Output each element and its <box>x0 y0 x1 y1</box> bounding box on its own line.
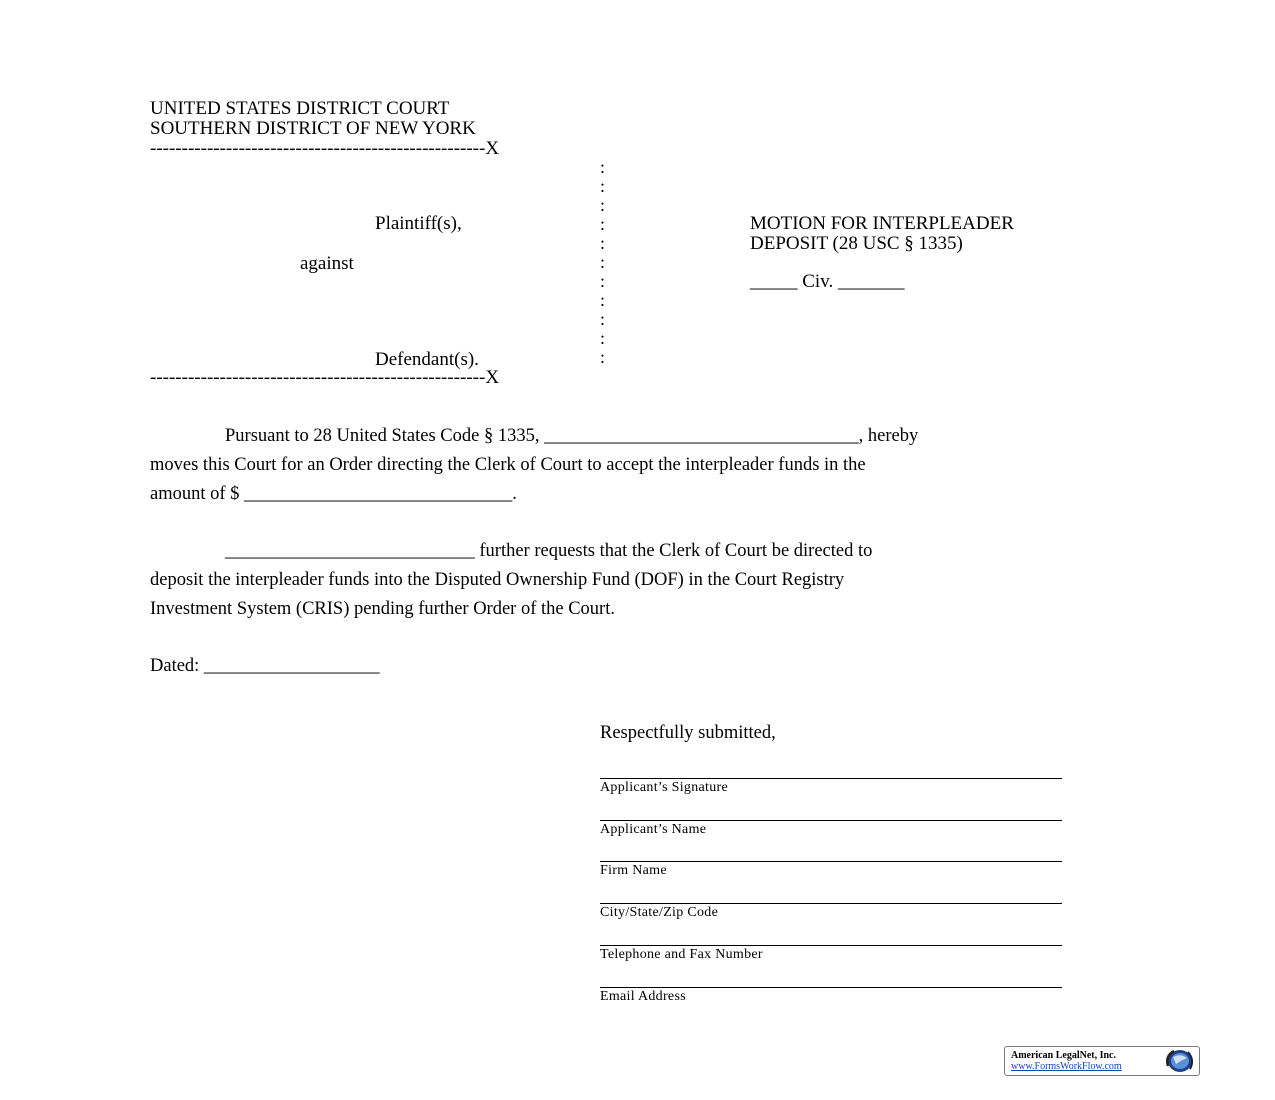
signature-field-label: Applicant’s Signature <box>600 780 728 795</box>
case-number: _____ Civ. _______ <box>750 271 905 292</box>
caption-border-top: -----------------------------------------------------X <box>150 139 500 159</box>
email-field-label: Email Address <box>600 989 686 1004</box>
caption-colon: : <box>600 271 606 291</box>
against-label: against <box>300 253 354 274</box>
caption-colon: : <box>600 347 606 367</box>
badge-url-link[interactable]: www.FormsWorkFlow.com <box>1011 1061 1122 1072</box>
motion-title-line2: DEPOSIT (28 USC § 1335) <box>750 233 963 254</box>
defendant-label: Defendant(s). <box>375 349 479 370</box>
caption-colon: : <box>600 157 606 177</box>
footer-badge[interactable] <box>1004 1046 1200 1076</box>
paragraph-1-line-3: amount of $ _____________________________. <box>150 484 517 504</box>
caption-colon: : <box>600 176 606 196</box>
caption-colon: : <box>600 309 606 329</box>
closing: Respectfully submitted, <box>600 723 776 743</box>
email-field-line[interactable] <box>600 987 1062 988</box>
caption-colon: : <box>600 214 606 234</box>
caption-colon: : <box>600 290 606 310</box>
paragraph-2-line-1: ___________________________ further requests that the Clerk of Court be directed to <box>225 541 873 561</box>
city-state-zip-field-label: City/State/Zip Code <box>600 905 719 920</box>
caption-colon: : <box>600 233 606 253</box>
applicant-name-field-label: Applicant’s Name <box>600 822 707 837</box>
caption-colon: : <box>600 328 606 348</box>
city-state-zip-field-line[interactable] <box>600 903 1062 904</box>
signature-field-line[interactable] <box>600 778 1062 779</box>
telephone-fax-field-label: Telephone and Fax Number <box>600 947 763 962</box>
court-district: SOUTHERN DISTRICT OF NEW YORK <box>150 118 476 139</box>
firm-name-field-line[interactable] <box>600 861 1062 862</box>
paragraph-2-line-2: deposit the interpleader funds into the Disputed Ownership Fund (DOF) in the Court Registry <box>150 570 845 590</box>
caption-colon: : <box>600 195 606 215</box>
paragraph-1-line-2: moves this Court for an Order directing the Clerk of Court to accept the interpleader funds in the <box>150 455 866 475</box>
court-name: UNITED STATES DISTRICT COURT <box>150 98 450 119</box>
telephone-fax-field-line[interactable] <box>600 945 1062 946</box>
caption-colon: : <box>600 252 606 272</box>
paragraph-1-line-1: Pursuant to 28 United States Code § 1335, __________________________________, hereby <box>225 426 919 446</box>
paragraph-2-line-3: Investment System (CRIS) pending further Order of the Court. <box>150 599 615 619</box>
plaintiff-label: Plaintiff(s), <box>375 213 462 234</box>
caption-border-bottom: -----------------------------------------------------X <box>150 368 500 388</box>
badge-company-name: American LegalNet, Inc. <box>1011 1050 1116 1061</box>
applicant-name-field-line[interactable] <box>600 820 1062 821</box>
dated-line: Dated: ___________________ <box>150 656 380 676</box>
firm-name-field-label: Firm Name <box>600 863 667 878</box>
motion-title-line1: MOTION FOR INTERPLEADER <box>750 213 1014 234</box>
globe-logo-icon <box>1162 1048 1196 1074</box>
